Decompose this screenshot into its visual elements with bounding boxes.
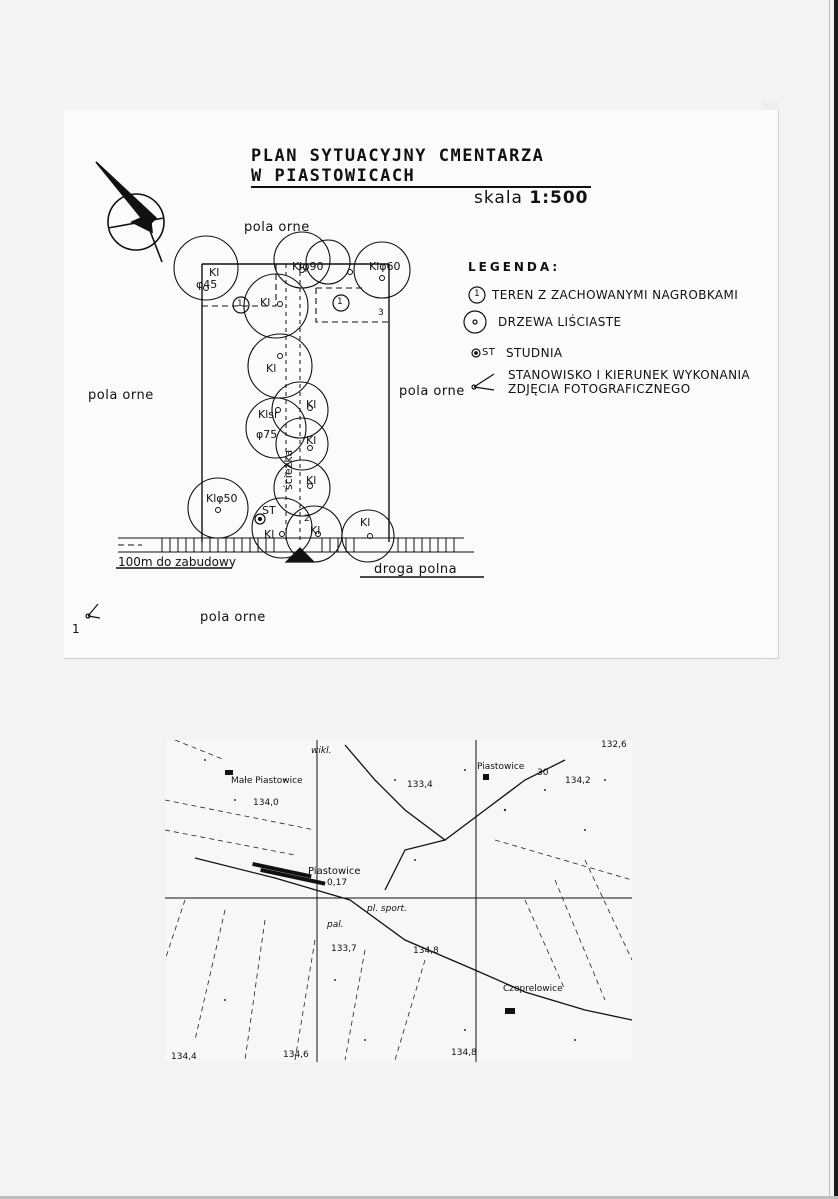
tree-label: Klsr <box>258 408 279 421</box>
map-elevation: 134,4 <box>171 1052 197 1062</box>
legend-title: LEGENDA: <box>468 260 561 274</box>
plan-title <box>251 146 544 186</box>
map-elevation: 134,0 <box>253 798 279 808</box>
label-fields-west: pola orne <box>88 388 154 403</box>
tree-label: Klφ50 <box>206 492 238 505</box>
legend-well-symbol: ST <box>482 347 496 358</box>
map-label-village: Piastowice <box>477 762 525 772</box>
map-grid <box>165 740 632 1062</box>
scale-value: 1:500 <box>529 188 589 208</box>
area-marker-icons <box>233 295 349 313</box>
map-elevation: 134,8 <box>413 946 439 956</box>
map-elevation: 133,4 <box>407 780 433 790</box>
page-edge <box>834 0 838 1199</box>
field-boundaries <box>165 740 632 1060</box>
field-road <box>118 538 474 552</box>
label-path: ścieżka <box>282 449 295 490</box>
area-number: 1 <box>237 299 243 309</box>
map-label-note: pal. <box>327 920 344 930</box>
station-number: 3 <box>378 308 384 318</box>
map-label-village: Czeprelowice <box>503 984 563 994</box>
tree-label: Klφ90 <box>292 260 324 273</box>
tree-label: Kl <box>260 296 271 309</box>
tree-label: Kl <box>264 528 275 541</box>
legend-photo-text-2: ZDJĘCIA FOTOGRAFICZNEGO <box>508 382 691 396</box>
map-elevation: 134,2 <box>565 776 591 786</box>
topographic-map-drawing <box>165 740 632 1062</box>
tree-label: Kl <box>209 266 220 279</box>
tree-label: Kl <box>310 524 321 537</box>
legend-area-text: TEREN Z ZACHOWANYMI NAGROBKAMI <box>492 288 739 302</box>
legend-well-text: STUDNIA <box>506 346 563 360</box>
tree-diameter: φ45 <box>196 278 218 291</box>
label-distance: 100m do zabudowy <box>118 555 236 569</box>
well-label: ST <box>262 504 276 517</box>
gate-icon <box>286 548 314 562</box>
topographic-map <box>165 740 632 1062</box>
station-number: 2 <box>304 514 310 524</box>
map-label-village: Małe Piastowice <box>231 776 303 786</box>
legend-symbols <box>464 287 494 390</box>
scale-label: skala <box>474 188 523 208</box>
photo-station-icon <box>86 604 100 618</box>
tree-label: Kl <box>306 434 317 447</box>
area-number: 1 <box>337 297 343 307</box>
map-elevation: 133,7 <box>331 944 357 954</box>
map-elevation: 132,6 <box>601 740 627 750</box>
map-label-note: wikl. <box>311 746 332 756</box>
site-plan-sheet <box>64 110 779 659</box>
plan-title-line-1: PLAN SYTUACYJNY CMENTARZA <box>251 146 545 166</box>
tree-label: Kl <box>360 516 371 529</box>
label-fields-south: pola orne <box>200 610 266 625</box>
plan-scale <box>474 188 589 208</box>
label-fields-east: pola orne <box>399 384 465 399</box>
tree-label: Klφ60 <box>369 260 401 273</box>
label-road: droga polna <box>374 562 458 577</box>
map-elevation: 0,17 <box>327 878 348 888</box>
tree-label: Kl <box>266 362 277 375</box>
tree-label: Kl <box>306 398 317 411</box>
map-elevation: 30 <box>537 768 549 778</box>
north-arrow-icon <box>96 162 164 262</box>
legend-trees-text: DRZEWA LIŚCIASTE <box>498 315 622 329</box>
map-label-village: Piastowice <box>308 866 361 877</box>
road-hatching <box>162 538 454 552</box>
map-elevation: 134,8 <box>451 1048 477 1058</box>
label-fields-north: pola orne <box>244 220 310 235</box>
photo-station-number: 1 <box>72 622 80 636</box>
legend-area-symbol: 1 <box>474 289 480 299</box>
page-edge-inner <box>829 0 830 1199</box>
map-label-note: pl. sport. <box>367 904 407 914</box>
plan-title-line-2: W PIASTOWICACH <box>251 166 416 186</box>
map-elevation: 134,6 <box>283 1050 309 1060</box>
tree-diameter: φ75 <box>256 428 278 441</box>
tree-label: Kl <box>306 474 317 487</box>
legend-photo-text-1: STANOWISKO I KIERUNEK WYKONANIA <box>508 368 751 382</box>
